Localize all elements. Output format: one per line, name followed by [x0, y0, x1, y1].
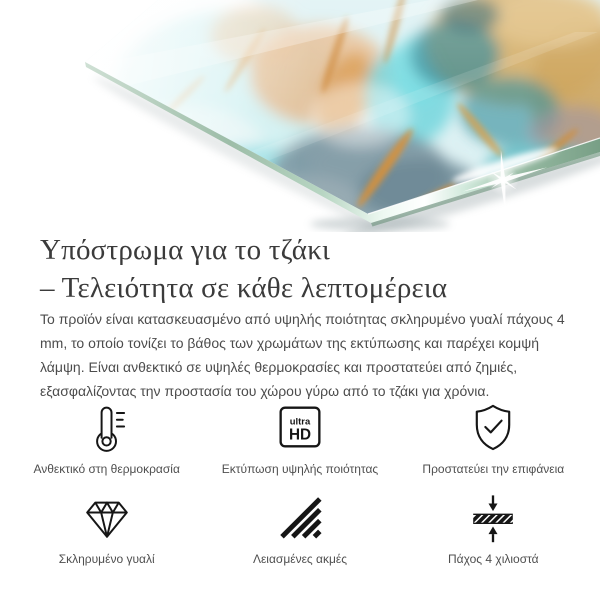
feature-label: Ανθεκτικό στη θερμοκρασία: [33, 462, 180, 476]
glass-panel-photo: [0, 0, 600, 232]
feature-label: Πάχος 4 χιλιοστά: [448, 552, 539, 566]
page-title-line1: Υπόστρωμα για το τζάκι: [40, 234, 331, 266]
thermometer-icon: [80, 400, 134, 454]
feature-grid: [10, 400, 590, 567]
feature-item-print-quality: [203, 400, 396, 477]
shield-check-icon: [466, 400, 520, 454]
feature-item-surface-protection: [397, 400, 590, 477]
feature-label: Προστατεύει την επιφάνεια: [422, 462, 565, 476]
ultra-hd-icon: [273, 400, 327, 454]
feature-label: Εκτύπωση υψηλής ποιότητας: [221, 462, 379, 476]
feature-item-thickness: [397, 490, 590, 567]
page-title-line2: – Τελειότητα σε κάθε λεπτομέρεια: [40, 272, 448, 304]
diamond-icon: [80, 490, 134, 544]
product-photo: [0, 0, 600, 232]
polished-edges-icon: [273, 490, 327, 544]
feature-label: Λειασμένες ακμές: [252, 552, 348, 566]
feature-item-temperature: [10, 400, 203, 477]
feature-item-tempered-glass: [10, 490, 203, 567]
product-description: Το προϊόν είναι κατασκευασμένο από υψηλής ποιότητας σκληρυμένο γυαλί πάχους 4 mm, το οποίο τονίζει το βάθος των χρωμάτων της εκτύπωσης και παρέχει κομψή λάμψη. Είναι ανθεκτικό σε υψηλές θερμοκρασίες και προστατεύει από ζημιές, εξασφαλίζοντας την προστασία του χώρου γύρω από το τζάκι για χρόνια.: [40, 311, 565, 399]
feature-label: Σκληρυμένο γυαλί: [58, 552, 155, 566]
svg-text:HD: HD: [288, 426, 312, 444]
svg-text:ultra: ultra: [289, 416, 311, 428]
feature-item-polished-edges: [203, 490, 396, 567]
page-title: [40, 231, 580, 307]
thickness-icon: [466, 490, 520, 544]
